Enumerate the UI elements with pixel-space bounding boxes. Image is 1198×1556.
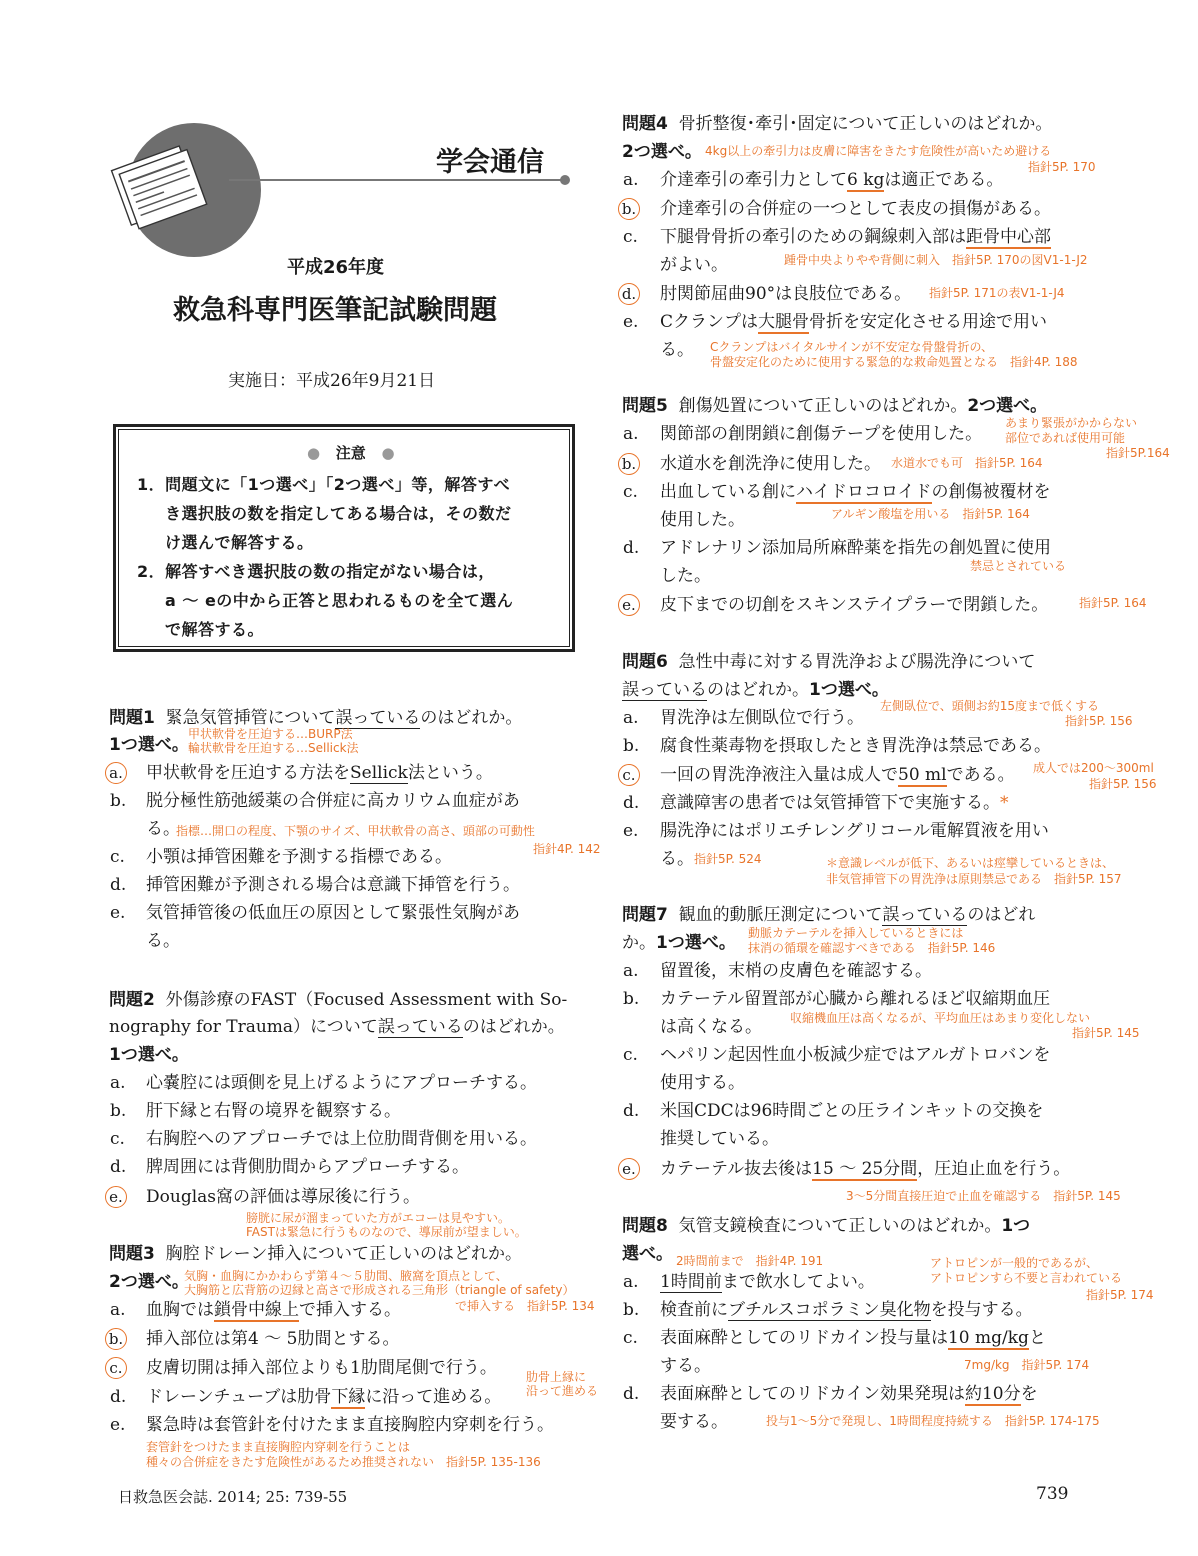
q7-t1a: 観血的動脈圧測定について [678,905,883,925]
q4-option-d [623,281,640,307]
q4-e4: る。 [660,340,694,360]
q7-note2: 抹消の循環を確認すべきである 指針5P. 146 [748,941,996,955]
newspaper-logo-graphic [104,112,584,262]
q8-d4: 要する。 [660,1412,728,1432]
q4-a-text [660,167,1003,193]
q7-b-label: b. [623,989,640,1009]
q8-c-text [660,1325,1046,1351]
q3-note2: 大胸筋と広背筋の辺縁と高さで形成される三角形（triangle of safety） [184,1283,575,1297]
q8-c3: と [1028,1328,1046,1348]
q4-e3: 骨折を安定化させる用途で用い [809,312,1048,332]
q5-note3: 指針5P.164 [1106,446,1170,460]
q8-c4: する。 [660,1356,711,1376]
q5-note4: 水道水でも可 指針5P. 164 [891,456,1043,470]
q2-number: 問題2 [109,990,155,1010]
q7-e2: 15 ～ 25分間 [812,1159,918,1179]
q3-e1: 緊急時は套管針を付けたまま直接胸腔内穿刺を行う。 [146,1415,554,1435]
q6-heading [622,649,1035,675]
q5-t1: 創傷処置について正しいのはどれか。 [678,396,968,416]
q7-b1: カテーテル留置部が心臓から離れるほど収縮期血圧 [660,989,1051,1009]
q8-c1: 表面麻酔としてのリドカイン投与量は [660,1328,948,1348]
q1-a2: Sellick [350,763,408,783]
q7-note5: 3～5分間直接圧迫で止血を確認する 指針5P. 145 [846,1189,1121,1203]
q1-text-end: のはどれか。 [420,708,523,728]
q5-c-label: c. [623,482,638,502]
q1-b1: 脱分極性筋弛緩薬の合併症に高カリウム血症があ [146,791,520,811]
q5-note7: 指針5P. 164 [1079,596,1147,610]
q6-note7: 非気管挿管下の胃洗浄は原則禁忌である 指針5P. 157 [826,872,1122,886]
q7-e1: カテーテル抜去後は [660,1159,813,1179]
q7-number: 問題7 [622,905,668,925]
q4-t1: 骨折整復･牽引･固定について正しいのはどれか。 [678,114,1053,134]
q5-option-b [623,451,640,477]
q1-note4: 指針4P. 142 [533,842,601,856]
exam-title: 救急科専門医筆記試験問題 [173,295,497,326]
q5-note5: アルギン酸塩を用いる 指針5P. 164 [831,507,1030,521]
q1-choose: 1つ選べ。 [109,735,189,755]
notice-item2a: 2．解答すべき選択肢の数の指定がない場合は， [137,562,495,581]
q3-note7: 種々の合併症をきたす危険性があるため推奨されない 指針5P. 135-136 [146,1455,541,1469]
q6-c1: 一回の胃洗浄液注入量は成人で [660,765,898,785]
q1-a1: 甲状軟骨を圧迫する方法を [146,763,350,783]
q4-d1: 肘関節屈曲90°は良肢位である。 [660,284,912,304]
answer-circle: b. [618,198,640,220]
q6-number: 問題6 [622,652,668,672]
notice-title-row [307,442,395,463]
q4-e-text [660,309,1047,335]
q5-d2: した。 [660,566,711,586]
exam-date: 実施日：平成26年9月21日 [228,371,436,391]
q2-t2a: nography for Trauma）について [109,1017,378,1037]
q2-a1: 心嚢腔には頭側を見上げるようにアプローチする。 [146,1073,537,1093]
answer-circle: c. [105,1357,127,1379]
q3-a3: で挿入する。 [299,1300,401,1320]
q5-b1: 水道水を創洗浄に使用した。 [660,454,881,474]
q6-b-label: b. [623,736,640,756]
q6-c-text [660,762,1015,788]
q7-d1: 米国CDCは96時間ごとの圧ラインキットの交換を [660,1101,1044,1121]
q3-note5: 沿って進める [526,1384,599,1398]
q8-c2: 10 mg/kg [947,1328,1029,1348]
q5-c2: ハイドロコロイド [796,482,932,502]
q1-d1: 挿管困難が予測される場合は意識下挿管を行う。 [146,875,520,895]
q3-d3: に沿って進める。 [365,1387,502,1407]
answer-circle: e. [618,594,640,616]
q2-t1: 外傷診療のFAST（Focused Assessment with So- [165,990,568,1010]
q6-a1: 胃洗浄は左側臥位で行う。 [660,708,864,728]
q5-a-label: a. [623,424,639,444]
q2-t2u: 誤っている [377,1017,463,1037]
q3-note1: 気胸・血胸にかかわらず第４～５肋間、腋窩を頂点として、 [184,1269,508,1283]
q2-choose: 1つ選べ。 [109,1045,189,1065]
q2-a-label: a. [110,1073,126,1093]
q8-a-label: a. [623,1272,639,1292]
q7-t1b: のはどれ [967,905,1036,925]
q5-heading [622,393,1047,419]
q4-heading [622,111,1052,137]
q6-note5: 指針5P. 524 [694,852,762,866]
q5-option-e [623,592,640,618]
q4-a-label: a. [623,170,639,190]
q5-d-label: d. [623,538,640,558]
q6-note3: 成人では200～300ml [1033,761,1154,775]
q1-e1: 気管挿管後の低血圧の原因として緊張性気胸があ [146,903,520,923]
q1-a3: 法という。 [407,763,493,783]
q7-t2: か。 [622,933,656,953]
q6-note4: 指針5P. 156 [1089,777,1157,791]
q3-option-b [110,1326,127,1352]
q6-e-label: e. [623,821,639,841]
q6-option-c [623,762,640,788]
q1-c-label: c. [110,847,125,867]
answer-circle: e. [105,1186,127,1208]
q6-note6: ＊意識レベルが低下、あるいは痙攣しているときは、 [826,856,1115,870]
q5-c4: 使用した。 [660,510,745,530]
q2-note2: FASTは緊急に行うものなので、導尿前が望ましい。 [246,1225,527,1239]
q5-c3: の創傷被覆材を [931,482,1051,502]
q6-b1: 腐食性薬毒物を摂取したとき胃洗浄は禁忌である。 [660,736,1051,756]
q3-a2: 鎖骨中線上 [214,1300,299,1320]
q7-a-label: a. [623,961,639,981]
q6-t2u: 誤っている [622,680,707,700]
q7-heading [622,902,1035,928]
q2-d1: 脾周囲には背側肋間からアプローチする。 [146,1157,469,1177]
answer-circle: b. [618,453,640,475]
q1-number: 問題1 [109,708,155,728]
q6-e2: る。 [660,849,694,869]
q5-note2: 部位であれば使用可能 [1005,431,1126,445]
q3-choose: 2つ選べ。 [109,1272,189,1292]
answer-circle: d. [618,283,640,305]
q5-note6: 禁忌とされている [970,559,1067,573]
q1-underlined: 誤っている [335,708,421,728]
q7-choose: 1つ選べ。 [656,933,736,953]
q8-b-label: b. [623,1300,640,1320]
q8-d2: 約10分 [964,1384,1021,1404]
q8-a1: 1時間前 [660,1272,722,1292]
q3-a-text [146,1297,401,1323]
q4-choose: 2つ選べ。 [622,142,702,162]
q3-d2: 下縁 [331,1387,366,1407]
q8-d-label: d. [623,1384,640,1404]
q1-c1: 小顎は挿管困難を予測する指標である。 [146,847,452,867]
q6-line2 [622,677,889,703]
q3-a1: 血胸では [146,1300,214,1320]
q6-note2: 指針5P. 156 [1065,714,1133,728]
q8-b3: を投与する。 [930,1300,1033,1320]
q6-c3: である。 [946,765,1015,785]
q4-note3: 踵骨中央よりやや背側に刺入 指針5P. 170の図V1-1-J2 [784,253,1088,267]
bullet-icon: ● [307,444,321,462]
q6-note1: 左側臥位で、頭側お約15度まで低くする [880,699,1100,713]
q7-e3: ，圧迫止血を行う。 [917,1159,1071,1179]
notice-item1a: 1．問題文に「1つ選べ」「2つ選べ」等，解答すべ [137,475,511,494]
q2-option-e [110,1184,127,1210]
q1-a-text [146,760,493,786]
q8-c-label: c. [623,1328,638,1348]
q8-note3: アトロピンすら不要と言われている [930,1271,1123,1285]
q4-note6: 骨盤安定化のために使用する緊急的な救命処置となる 指針4P. 188 [710,355,1078,369]
q5-e1: 皮下までの切創をスキンステイプラーで閉鎖した。 [660,595,1049,615]
q5-d1: アドレナリン添加局所麻酔薬を指先の創処置に使用 [660,538,1051,558]
q4-c1: 下腿骨骨折の牽引のための鋼線刺入部は [660,227,966,247]
q1-note3: 指標…開口の程度、下顎のサイズ、甲状軟骨の高さ、頭部の可動性 [176,824,535,838]
q5-choose: 2つ選べ。 [967,396,1048,416]
q7-note3: 収縮機血圧は高くなるが、平均血圧はあまり変化しない [790,1011,1091,1025]
q7-d-label: d. [623,1101,640,1121]
q3-d1: ドレーンチューブは肋骨 [146,1387,332,1407]
notice-item2b: a ～ eの中から正答と思われるものを全て選ん [165,591,514,610]
q3-option-c [110,1355,127,1381]
q1-d-label: d. [110,875,127,895]
q6-t1: 急性中毒に対する胃洗浄および腸洗浄について [678,652,1036,672]
q3-d-label: d. [110,1387,127,1407]
q2-b1: 肝下縁と右腎の境界を観察する。 [146,1101,401,1121]
q4-a2: 6 kg [847,170,885,190]
q7-a1: 留置後，末梢の皮膚色を確認する。 [660,961,932,981]
q4-option-b [623,196,640,222]
q4-e1: Cクランプは [660,312,759,332]
q4-b1: 介達牽引の合併症の一つとして表皮の損傷がある。 [660,199,1051,219]
q8-heading [622,1213,1030,1239]
q8-note2: アトロピンが一般的であるが、 [930,1256,1099,1270]
notice-item1c: け選んで解答する。 [165,533,314,552]
q3-c1: 皮膚切開は挿入部位よりも1肋間尾側で行う。 [146,1358,497,1378]
q4-note4: 指針5P. 171の表V1-1-J4 [929,286,1065,300]
q8-note4: 指針5P. 174 [1086,1288,1154,1302]
notice-title: 注意 [335,444,366,462]
q8-t1: 気管支鏡検査について正しいのはどれか。 [678,1216,1002,1236]
q3-d-text [146,1384,501,1410]
q1-option-a [110,760,127,786]
q8-note5: 7mg/kg 指針5P. 174 [964,1358,1090,1372]
q3-e-label: e. [110,1415,126,1435]
q5-number: 問題5 [622,396,668,416]
q8-note1: 2時間前まで 指針4P. 191 [676,1254,824,1268]
q6-d1: 意識障害の患者では気管挿管下で実施する。 [660,793,1000,813]
q8-choose1: 1つ [1001,1216,1031,1236]
notice-item1b: き選択肢の数を指定してある場合は，その数だ [165,504,512,523]
q8-choose2: 選べ。 [622,1244,673,1264]
q6-a-label: a. [623,708,639,728]
q2-note1: 膀胱に尿が溜まっていた方がエコーは見やすい。 [246,1211,511,1225]
q2-c1: 右胸腔へのアプローチでは上位肋間背側を用いる。 [146,1129,537,1149]
q5-c1: 出血している創に [660,482,796,502]
q8-d-text [660,1381,1038,1407]
q3-b1: 挿入部位は第4 ～ 5肋間とする。 [146,1329,400,1349]
q4-c3: がよい。 [660,255,728,275]
q5-a1: 関節部の創閉鎖に創傷テープを使用した。 [660,424,983,444]
q7-c1: ヘパリン起因性血小板減少症ではアルガトロバンを [660,1045,1051,1065]
q8-a2: まで飲水してよい。 [721,1272,875,1292]
q4-c-text [660,224,1051,250]
exam-year: 平成26年度 [287,257,385,278]
q7-note4: 指針5P. 145 [1072,1026,1140,1040]
q3-note6: 套管針をつけたまま直接胸腔内穿刺を行うことは [146,1440,411,1454]
q8-b-text [660,1297,1033,1323]
q3-number: 問題3 [109,1244,155,1264]
answer-circle: b. [105,1328,127,1350]
section-title: 学会通信 [436,147,544,178]
q2-b-label: b. [110,1101,127,1121]
q3-t1: 胸腔ドレーン挿入について正しいのはどれか。 [165,1244,522,1264]
q6-e1: 腸洗浄にはポリエチレングリコール電解質液を用い [660,821,1049,841]
q8-number: 問題8 [622,1216,668,1236]
q6-star: * [1000,793,1009,813]
q2-heading [109,987,567,1013]
notice-item2c: で解答する。 [165,620,265,639]
q3-heading [109,1241,522,1267]
q4-c2: 距骨中心部 [966,227,1051,247]
q7-b2: は高くなる。 [660,1017,762,1037]
q8-note6: 投与1～5分で発現し、1時間程度持続する 指針5P. 174-175 [766,1414,1100,1428]
q4-e-label: e. [623,312,639,332]
q6-d-text [660,790,1009,816]
q5-c-text [660,479,1051,505]
q2-c-label: c. [110,1129,125,1149]
q1-b2: る。 [146,819,180,839]
q6-choose: 1つ選べ。 [809,680,889,700]
q2-line2 [109,1014,565,1040]
q7-note1: 動脈カテーテルを挿入しているときには [748,926,964,940]
q1-e-label: e. [110,903,126,923]
q1-note2: 輪状軟骨を圧迫する…Sellick法 [188,741,359,755]
q2-e1: Douglas窩の評価は導尿後に行う。 [146,1187,420,1207]
q8-b1: 検査前に [660,1300,728,1320]
q2-t2b: のはどれか。 [462,1017,565,1037]
bullet-icon: ● [381,444,395,462]
q8-d1: 表面麻酔としてのリドカイン効果発現は [660,1384,965,1404]
q5-note1: あまり緊張がかからない [1005,416,1138,430]
q4-number: 問題4 [622,114,668,134]
q3-note4: 肋骨上縁に [526,1370,587,1384]
q7-e-text [660,1156,1070,1182]
q7-t1u: 誤っている [882,905,968,925]
q4-note2: 指針5P. 170 [1028,160,1096,174]
notice-body [137,470,513,644]
q7-option-e [623,1156,640,1182]
footer-journal: 日救急医会誌. 2014; 25: 739-55 [118,1488,348,1506]
q8-b2: ブチルスコポラミン臭化物 [728,1300,931,1320]
q7-c-label: c. [623,1045,638,1065]
q7-line2 [622,930,736,956]
q4-note5: Cクランプはバイタルサインが不安定な骨盤骨折の、 [710,340,994,354]
q8-d3: を [1020,1384,1038,1404]
q3-a-label: a. [110,1300,126,1320]
q2-d-label: d. [110,1157,127,1177]
q1-b-label: b. [110,791,127,811]
q4-a1: 介達牽引の牽引力として [660,170,847,190]
q6-t2b: のはどれか。 [707,680,809,700]
q1-text: 緊急気管挿管について [165,708,336,728]
q4-note1: 4kg以上の牽引力は皮膚に障害をきたす危険性が高いため避ける [705,144,1052,158]
q4-c-label: c. [623,227,638,247]
q4-e2: 大腿骨 [758,312,810,332]
q3-note3: で挿入する 指針5P. 134 [455,1299,595,1313]
q7-d2: 推奨している。 [660,1129,779,1149]
q1-note1: 甲状軟骨を圧迫する…BURP法 [188,727,353,741]
answer-circle: e. [618,1158,640,1180]
q6-c2: 50 ml [898,765,947,785]
answer-circle: c. [618,764,640,786]
answer-circle: a. [105,762,127,784]
q7-c2: 使用する。 [660,1073,745,1093]
q6-d-label: d. [623,793,640,813]
q8-a-text [660,1269,875,1295]
q1-e2: る。 [146,931,180,951]
q4-a3: は適正である。 [884,170,1004,190]
footer-page-number: 739 [1036,1484,1069,1504]
